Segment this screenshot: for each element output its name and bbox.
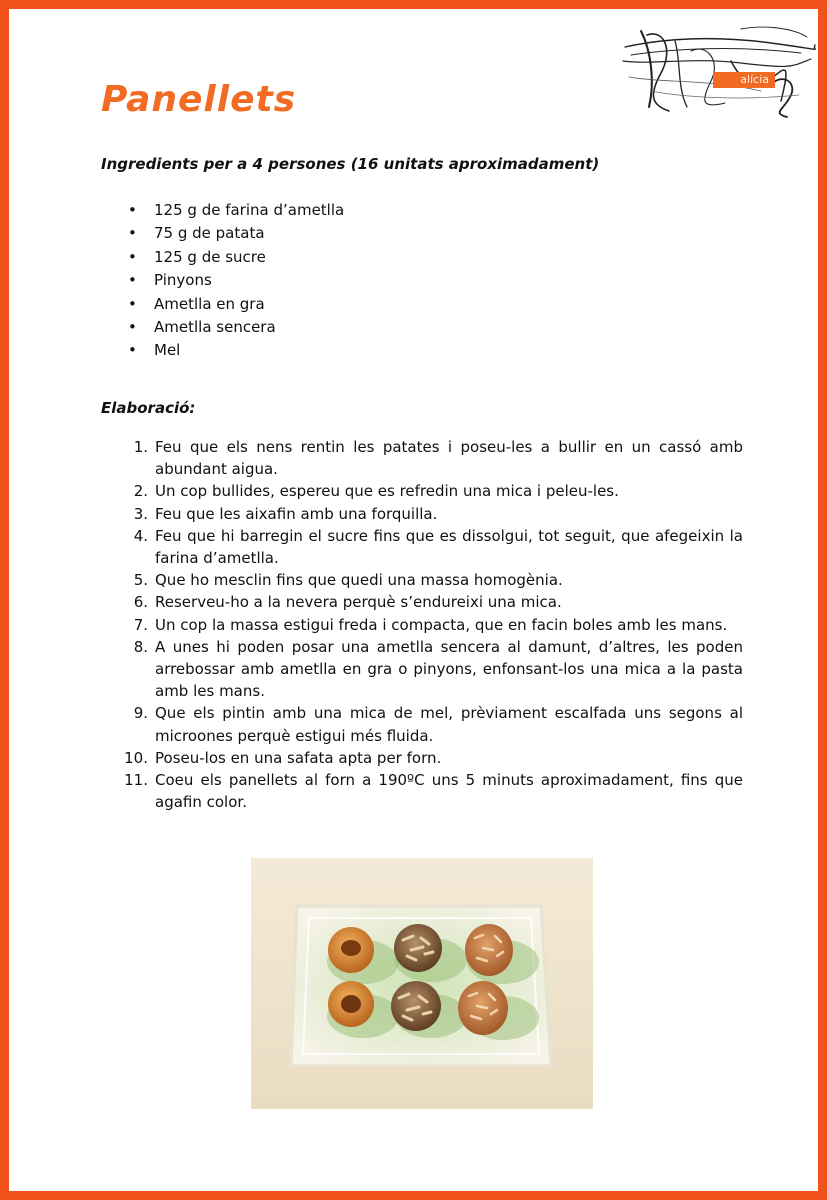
list-item: • 125 g de sucre [101,246,344,269]
step-number: 3. [133,504,148,523]
list-item [101,436,743,480]
step-text: Que els pintin amb una mica de mel, prèviament escalfada uns segons al microones perquè estigui més fluida. [155,704,743,745]
step-text: Poseu-los en una safata apta per forn. [155,748,442,767]
step-text: A unes hi poden posar una ametlla sencera al damunt, d’altres, les poden arrebossar amb ametlla en gra o pinyons, enfonsant-los una mica a la pasta amb les mans. [155,637,743,701]
list-item [101,614,743,636]
step-number: 9. [133,704,148,723]
list-item: • Ametlla en gra [101,293,344,316]
panellets-image [251,858,593,1109]
list-item: • 75 g de patata [101,222,344,245]
step-text: Feu que hi barregin el sucre fins que es dissolgui, tot seguit, que afegeixin la farina d’ametlla. [155,526,743,568]
step-text: Feu que els nens rentin les patates i poseu-les a bullir en un cassó amb abundant aigua. [155,438,743,479]
list-item [101,569,743,591]
step-text: Reserveu-ho a la nevera perquè s’endureixi una mica. [155,593,562,612]
step-number: 5. [133,571,148,590]
page-title: Panellets [101,79,297,120]
list-item [101,591,743,613]
list-item: • 125 g de farina d’ametlla [101,199,344,222]
step-number: 2. [133,482,148,501]
step-number: 6. [133,593,148,612]
step-text: Coeu els panellets al forn a 190ºC uns 5 minuts aproximadament, fins que agafin color. [155,771,743,812]
list-item [101,702,743,746]
list-item: • Pinyons [101,269,344,292]
list-item [101,525,743,569]
step-number: 7. [133,615,148,634]
list-item [101,503,743,525]
ingredients-heading: Ingredients per a 4 persones (16 unitats aproximadament) [101,155,600,173]
list-item: • Mel [101,339,344,362]
ingredients-list [101,199,344,363]
step-number: 4. [133,526,148,545]
list-item: • Ametlla sencera [101,316,344,339]
step-text: Feu que les aixafin amb una forquilla. [155,504,438,523]
list-item [101,636,743,703]
list-item [101,747,743,769]
list-item [101,769,743,813]
step-text: Un cop bullides, espereu que es refredin una mica i peleu-les. [155,482,619,501]
elaboration-steps [101,436,743,813]
step-number: 8. [133,637,148,656]
step-number: 11. [124,771,148,790]
panellets-photo [251,858,593,1109]
alicia-logo [621,21,817,121]
logo-scribble-icon [621,21,817,121]
elaboration-heading: Elaboració: [101,399,196,417]
step-text: Un cop la massa estigui freda i compacta, que en facin boles amb les mans. [155,615,728,634]
step-text: Que ho mesclin fins que quedi una massa homogènia. [155,571,563,590]
step-number: 1. [133,438,148,456]
list-item [101,480,743,502]
logo-label: alícia [713,72,775,88]
step-number: 10. [124,748,148,767]
